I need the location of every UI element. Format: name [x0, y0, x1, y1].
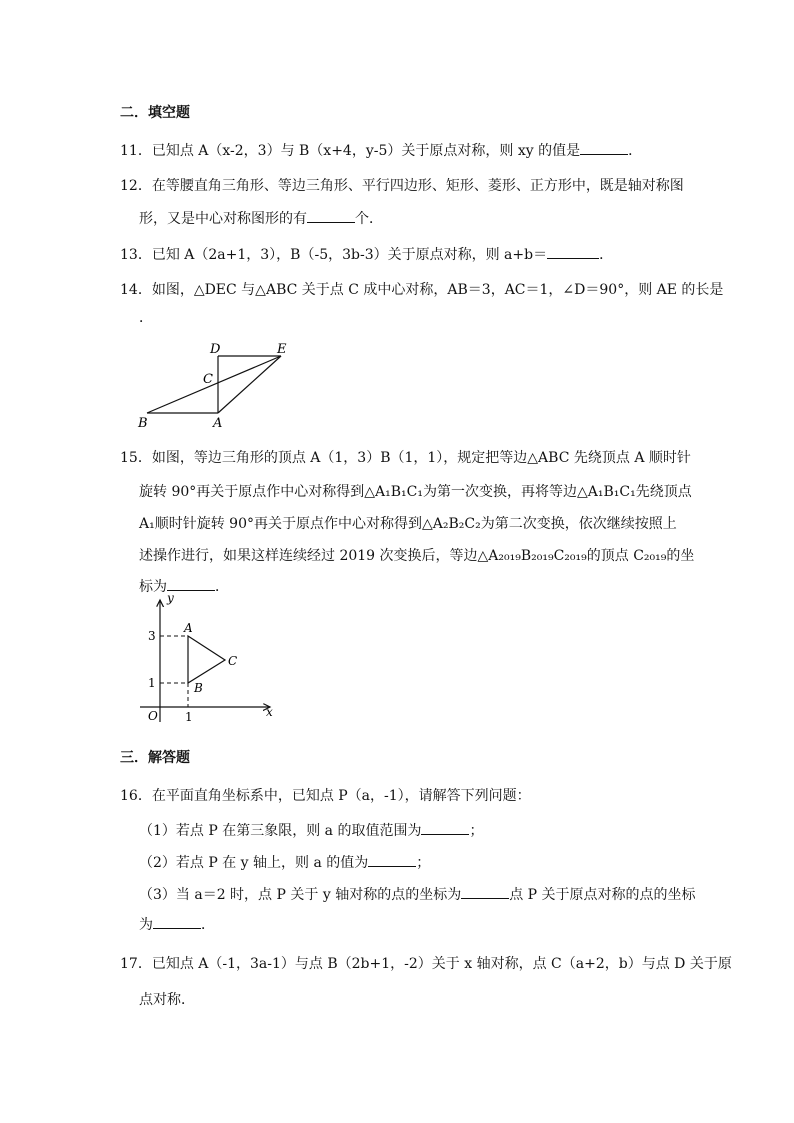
- label-b: B: [138, 416, 148, 431]
- segment-be: [147, 356, 281, 413]
- section-fill-blank: 二．填空题: [120, 105, 190, 121]
- triangle-abc: [188, 636, 225, 683]
- q16-p1-text: （1）若点 P 在第三象限，则 a 的取值范围为: [139, 823, 422, 839]
- question-15-line3: A₁顺时针旋转 90°再关于原点作中心对称得到△A₂B₂C₂为第二次变换，依次继续按照上: [139, 516, 677, 532]
- label-a: A: [213, 416, 223, 431]
- figure-15-coordinate-plane: [130, 592, 290, 727]
- q12-text: 形，又是中心对称图形的有: [139, 211, 307, 227]
- q16-p3-text-b: 点 P 关于原点对称的点的坐标: [509, 887, 696, 903]
- segment-ae: [218, 356, 281, 413]
- answer-blank: [461, 884, 509, 899]
- label-b: B: [194, 681, 203, 695]
- answer-blank: [167, 576, 215, 591]
- question-14-line2: ．: [139, 310, 153, 326]
- q16-p3-text-c: 为: [139, 917, 153, 933]
- label-a: A: [184, 621, 193, 635]
- q12-end: 个．: [355, 211, 383, 227]
- question-13: [120, 244, 613, 265]
- question-14-line1: 14．如图，△DEC 与△ABC 关于点 C 成中心对称，AB＝3，AC＝1，∠D＝90°，则 AE 的长是: [120, 282, 724, 298]
- question-16-part1: [139, 820, 483, 841]
- question-15-line2: 旋转 90°再关于原点作中心对称得到△A₁B₁C₁为第一次变换，再将等边△A₁B₁C₁先绕顶点: [139, 484, 692, 500]
- question-12-line2: [139, 208, 383, 229]
- tick-y1: 1: [148, 676, 156, 690]
- question-17-line1: 17．已知点 A（-1，3a-1）与点 B（2b+1，-2）关于 x 轴对称，点 C（a+2，b）与点 D 关于原: [120, 956, 732, 972]
- question-16-part3-cont: [139, 914, 215, 935]
- label-y: y: [167, 592, 174, 605]
- answer-blank: [368, 852, 416, 867]
- question-15-line4: 述操作进行，如果这样连续经过 2019 次变换后，等边△A₂₀₁₉B₂₀₁₉C₂₀₁₉的顶点 C₂₀₁₉的坐: [139, 548, 695, 564]
- answer-blank: [547, 244, 599, 259]
- label-x: x: [266, 705, 273, 719]
- label-d: D: [210, 342, 221, 357]
- tick-y3: 3: [148, 629, 156, 643]
- label-c: C: [203, 372, 213, 387]
- q15-end: ．: [215, 579, 229, 595]
- answer-blank: [307, 208, 355, 223]
- q11-end: ．: [628, 143, 643, 159]
- q16-p2-text: （2）若点 P 在 y 轴上，则 a 的值为: [139, 855, 369, 871]
- label-origin: O: [148, 709, 158, 723]
- answer-blank: [153, 914, 201, 929]
- q16-p3-end: ．: [201, 917, 215, 933]
- q11-text: 11．已知点 A（x-2，3）与 B（x+4，y-5）关于原点对称，则 xy 的值是: [120, 143, 581, 159]
- q13-text: 13．已知 A（2a+1，3），B（-5，3b-3）关于原点对称，则 a+b＝: [120, 247, 548, 263]
- q16-p3-text: （3）当 a＝2 时，点 P 关于 y 轴对称的点的坐标为: [139, 887, 462, 903]
- q16-p2-end: ；: [416, 855, 431, 871]
- tick-x1: 1: [185, 710, 193, 724]
- q15-text: 标为: [139, 579, 167, 595]
- question-12-line1: 12．在等腰直角三角形、等边三角形、平行四边形、矩形、菱形、正方形中，既是轴对称图: [120, 178, 684, 194]
- question-11: [120, 140, 642, 161]
- figure-14: [130, 335, 310, 435]
- question-17-line2: 点对称．: [139, 992, 195, 1008]
- q13-end: ．: [599, 247, 614, 263]
- question-16-part2: [139, 852, 430, 873]
- q16-p1-end: ；: [469, 823, 484, 839]
- question-16-part3: [139, 884, 696, 905]
- answer-blank: [580, 140, 628, 155]
- label-c: C: [228, 654, 238, 668]
- question-16-intro: 16．在平面直角坐标系中，已知点 P（a，-1），请解答下列问题：: [120, 788, 531, 804]
- label-e: E: [277, 342, 287, 357]
- section-solve: 三．解答题: [120, 750, 190, 766]
- answer-blank: [421, 820, 469, 835]
- question-15-line1: 15．如图，等边三角形的顶点 A（1，3）B（1，1），规定把等边△ABC 先绕顶点 A 顺时针: [120, 450, 691, 466]
